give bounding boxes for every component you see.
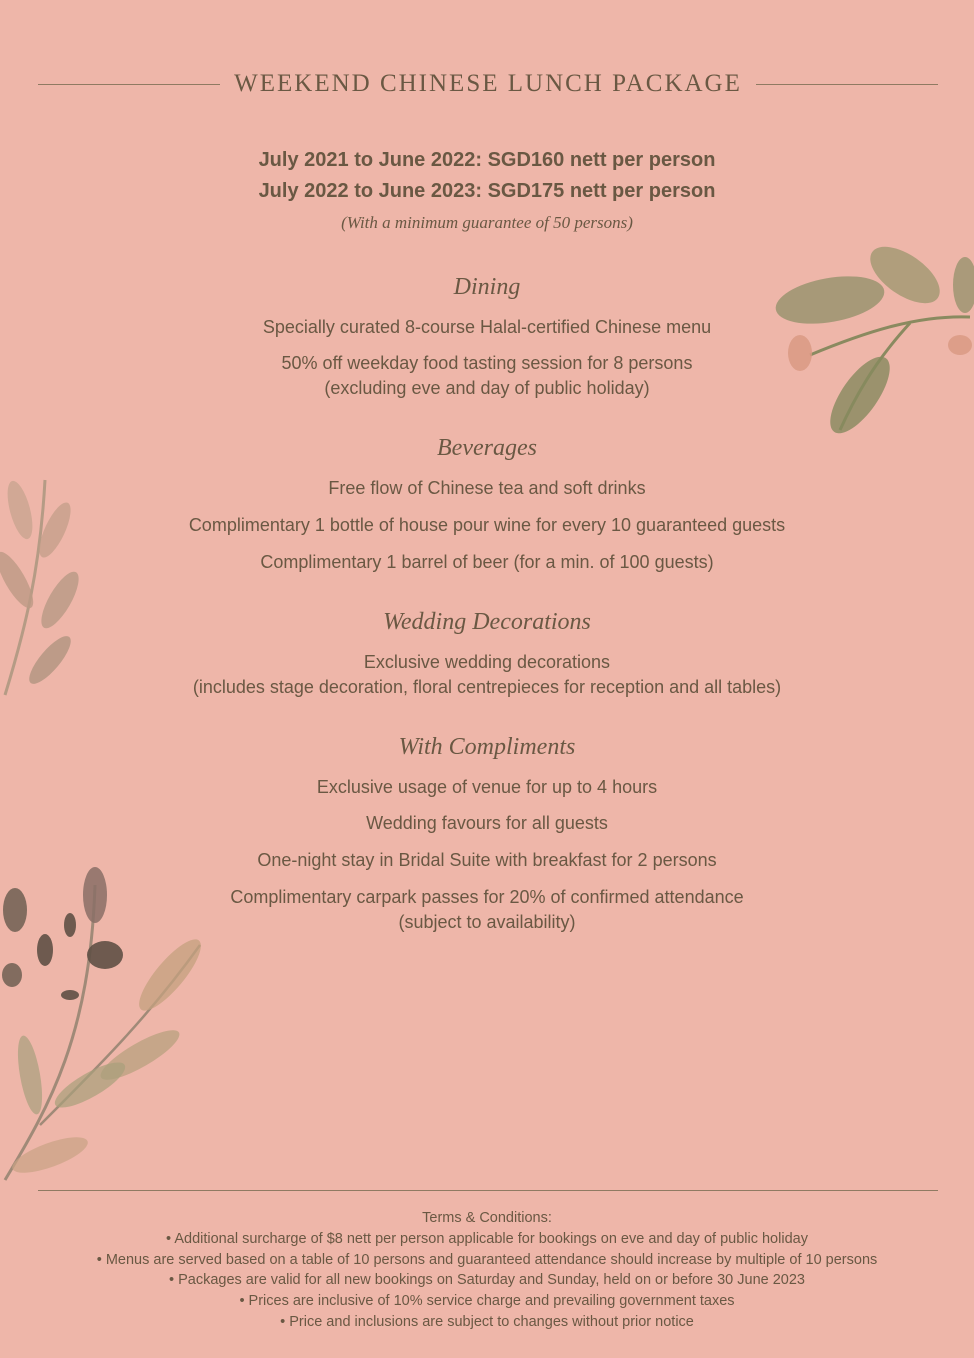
decorations-item: Exclusive wedding decorations	[363, 652, 611, 672]
compliments-item-favours: Wedding favours for all guests	[366, 813, 608, 833]
terms-heading: Terms & Conditions:	[422, 1210, 552, 1226]
terms-line: • Price and inclusions are subject to changes without prior notice	[280, 1313, 694, 1330]
dining-item-menu: Specially curated 8-course Halal-certified Chinese menu	[262, 317, 712, 337]
compliments-item-carpark-note: (subject to availability)	[398, 912, 576, 932]
compliments-item-carpark: Complimentary carpark passes for 20% of confirmed attendance	[230, 887, 744, 907]
price-line-2: July 2022 to June 2023: SGD175 nett per person	[258, 180, 716, 202]
decorations-item-note: (includes stage decoration, floral centrepieces for reception and all tables)	[192, 677, 782, 697]
terms-line: • Packages are valid for all new bookings on Saturday and Sunday, held on or before 30 June 2023	[169, 1272, 805, 1289]
beverages-item-tea: Free flow of Chinese tea and soft drinks	[328, 478, 646, 498]
minimum-guarantee-note: (With a minimum guarantee of 50 persons)	[341, 213, 633, 232]
terms-block	[0, 1208, 974, 1333]
dining-heading: Dining	[453, 274, 521, 300]
terms-line: • Prices are inclusive of 10% service charge and prevailing government taxes	[239, 1293, 735, 1310]
terms-line: • Additional surcharge of $8 nett per person applicable for bookings on eve and day of public holiday	[166, 1230, 808, 1247]
compliments-heading: With Compliments	[398, 734, 576, 760]
page-title: WEEKEND CHINESE LUNCH PACKAGE	[234, 70, 742, 97]
terms-line: • Menus are served based on a table of 10 persons and guaranteed attendance should increase by multiple of 10 persons	[96, 1251, 878, 1268]
beverages-heading: Beverages	[437, 435, 537, 461]
title-rule-right	[756, 84, 938, 85]
beverages-item-beer: Complimentary 1 barrel of beer (for a min. of 100 guests)	[260, 552, 714, 572]
dining-item-tasting-note: (excluding eve and day of public holiday)	[324, 378, 650, 398]
compliments-item-venue: Exclusive usage of venue for up to 4 hours	[316, 777, 658, 797]
compliments-item-suite: One-night stay in Bridal Suite with breakfast for 2 persons	[257, 850, 717, 870]
title-rule-left	[38, 84, 220, 85]
terms-divider	[38, 1190, 938, 1191]
dining-item-tasting: 50% off weekday food tasting session for 8 persons	[281, 353, 693, 373]
beverages-item-wine: Complimentary 1 bottle of house pour wine for every 10 guaranteed guests	[188, 515, 786, 535]
price-line-1: July 2021 to June 2022: SGD160 nett per person	[258, 149, 716, 171]
title-row	[38, 70, 938, 98]
decorations-heading: Wedding Decorations	[383, 609, 591, 635]
